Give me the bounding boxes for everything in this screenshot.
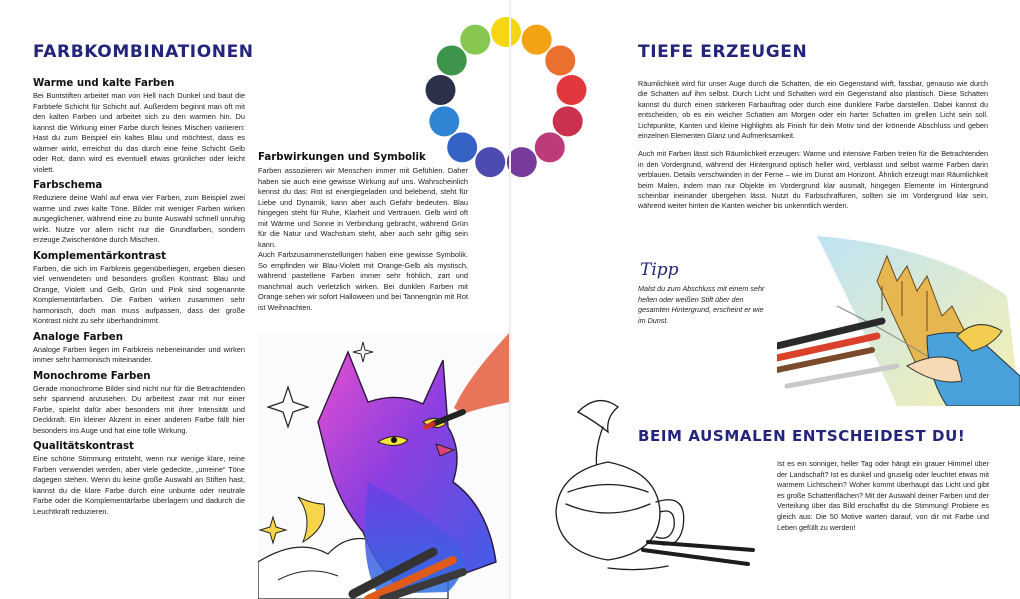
color-wheel-dot (475, 147, 505, 177)
section-text-qualitaet: Eine schöne Stimmung entsteht, wenn nur wenige klare, reine Farben verwendet werden, aber viele gedeckte, „unreine“ Töne dagegen stehen. Wenn du keine große Auswahl an Stiften hast, kannst du die klare Farbe durch eine unbunte oder neutrale Farbe oder die Komplementärfarbe überlagern und dadurch die Leuchtkraft reduzieren. (33, 454, 245, 516)
cat-coloring-illustration (258, 332, 510, 599)
color-wheel-dot (437, 46, 467, 76)
headline-tiefe-erzeugen: TIEFE ERZEUGEN (638, 42, 808, 62)
middle-column (258, 152, 468, 313)
depth-intro-text (638, 79, 988, 212)
mug-line-illustration (548, 392, 763, 592)
headline-farbkombinationen: FARBKOMBINATIONEN (33, 42, 254, 62)
depth-intro-paragraph-1: Räumlichkeit wird für unser Auge durch die Schatten, die ein Gegenstand wirft, fassbar, genauso wie durch die Schatten auf ihm selbst. Durch Licht und Schatten wird ein Gegenstand also plastisch. Diese Schatten kannst du durch einen stärkeren Farbauftrag oder durch eine dunklere Farbe darstellen. Dabei kannst du entscheiden, ob es ein weicher Schatten am Morgen oder ein harter Schatten im grellen Licht sein soll. Lichtpunkte, Kanten und kleine Highlights als Finish für dein Motiv sind der krönende Abschluss und geben einzelnen Elementen Glanz und Aufmerksamkeit. (638, 79, 988, 141)
castle-coloring-illustration (777, 236, 1020, 406)
section-text-komplementaer: Farben, die sich im Farbkreis gegenüberliegen, ergeben diesen viel verwendeten und besonders großen Kontrast: Blau und Orange, Violett und Gelb, Grün und Pink sind sogenannte Komplementärfarben. Die Farben wirken zusammen sehr harmonisch, doch man muss aufpassen, dass der große Kontrast nicht zu sehr überhandnimmt. (33, 263, 245, 325)
section-title-komplementaer: Komplementärkontrast (33, 250, 167, 262)
section-title-analog: Analoge Farben (33, 331, 123, 343)
section-title-qualitaet: Qualitätskontrast (33, 441, 134, 452)
depth-intro-paragraph-2: Auch mit Farben lässt sich Räumlichkeit erzeugen: Warme und intensive Farben treten für die Betrachtenden in den Vordergrund, während der Hintergrund optisch heller wird, verblasst und selbst warme Farben darin verblauen. Details verschwinden in der Ferne – wie im Dunst am Horizont. Ähnlich erzeugt man Räumlichkeit beim Malen, indem man nur Objekte im Vordergrund klar ausmalt, hingegen Elemente im Hintergrund scheinbar ineinander übergehen lässt. Nutzt du Farbschraffuren, sollten sie im Vordergrund klar sein, während weiter hinten die Kanten weicher bis unkenntlich werden. (638, 149, 988, 211)
section-title-warm-kalt: Warme und kalte Farben (33, 78, 175, 89)
coloring-choice-paragraph: Ist es ein sonniger, heller Tag oder hängt ein grauer Himmel über der Landschaft? Ist es dunkel und gruselig oder leuchtet etwas mit warmem Lichtschein? Woher kommt überhaupt das Licht und gibt es große Schattenflächen? Mit der Auswahl deiner Farben und der Verteilung über das Bild erschaffst du die Stimmung! Probiere es gleich aus: Die 50 Motive warten darauf, von dir mit Farbe und Leben gefüllt zu werden! (777, 459, 989, 532)
color-wheel-dot (460, 25, 490, 55)
section-text-analog: Analoge Farben liegen im Farbkreis nebeneinander und wirken immer sehr harmonisch miteinander. (33, 344, 245, 364)
headline-beim-ausmalen: BEIM AUSMALEN ENTSCHEIDEST DU! (638, 427, 966, 445)
section-text-symbolik-1: Farben assoziieren wir Menschen immer mit Gefühlen. Daher haben sie auch eine gewisse Wirkung auf uns. Wahrscheinlich kennst du das: Rot ist energiegeladen und belebend, steht für Liebe und Dynamik, kann aber auch Gefahr bedeuten. Blau hingegen steht für Ruhe, Klarheit und Vertrauen. Gelb wird oft mit Wärme und Sonne in Verbindung gebracht, während Grün für die Natur und Wachstum steht, aber auch sehr giftig sein kann. (258, 166, 468, 249)
coloring-choice-text (777, 459, 989, 533)
section-title-monochrom: Monochrome Farben (33, 370, 151, 382)
color-wheel-dot (429, 106, 459, 136)
section-title-symbolik: Farbwirkungen und Symbolik (258, 152, 426, 163)
left-column (33, 78, 245, 517)
section-text-farbschema: Reduziere deine Wahl auf etwa vier Farben, zum Beispiel zwei warme und zwei kalte Töne. Bilder mit weniger Farben wirken ausgeglichener, während eine zu bunte Auswahl schnell unruhig wirkt. Nutze vor allem nicht nur die Grundfarben, sondern erzeuge Zwischentöne durch Mischen. (33, 193, 245, 244)
section-text-symbolik-2: Auch Farbzusammenstellungen haben eine gewisse Symbolik. So empfinden wir Blau-Violett mit Orange-Gelb als mystisch, während pastellene Farben immer sehr fröhlich, zart und manchmal auch verletzlich wirken. Bei dunklen Farben mit Orange sehen wir sofort Halloween und bei Tannengrün mit Rot ist Weihnachten. (258, 250, 468, 312)
tip-title: Tipp (640, 260, 679, 280)
section-text-warm-kalt: Bei Buntstiften arbeitet man von Hell nach Dunkel und baut die Farbtiefe Schicht für Schicht auf. Außerdem beginnt man oft mit den kalten Farben und arbeitet sich zu den warmen hin. Du kannst die Wirkung einer Farbe durch feines Mischen variieren: Hast du zum Beispiel ein kaltes Blau und möchtest, dass es wärmer wirkt, erreichst du das durch eine feine Schicht Gelb oder Rot, dann wird es eventuell etwas grünlicher oder leicht violett. (33, 91, 245, 174)
section-text-monochrom: Gerade monochrome Bilder sind nicht nur für die Betrachtenden sehr spannend anzusehen. Du arbeitest zwar mit nur einer Farbe, spielst dafür aber besonders mit ihrer Intensität und Deckkraft. Ein kleiner Akzent in einer anderen Farbe fällt hier besonders ins Auge und hat eine tolle Wirkung. (33, 383, 245, 435)
color-wheel-dot (426, 75, 456, 105)
tip-box (638, 260, 770, 326)
section-title-farbschema: Farbschema (33, 180, 103, 191)
tip-text: Malst du zum Abschluss mit einem sehr hellen oder weißen Stift über den gesamten Hintergrund, erscheint er wie im Dunst. (638, 284, 765, 325)
